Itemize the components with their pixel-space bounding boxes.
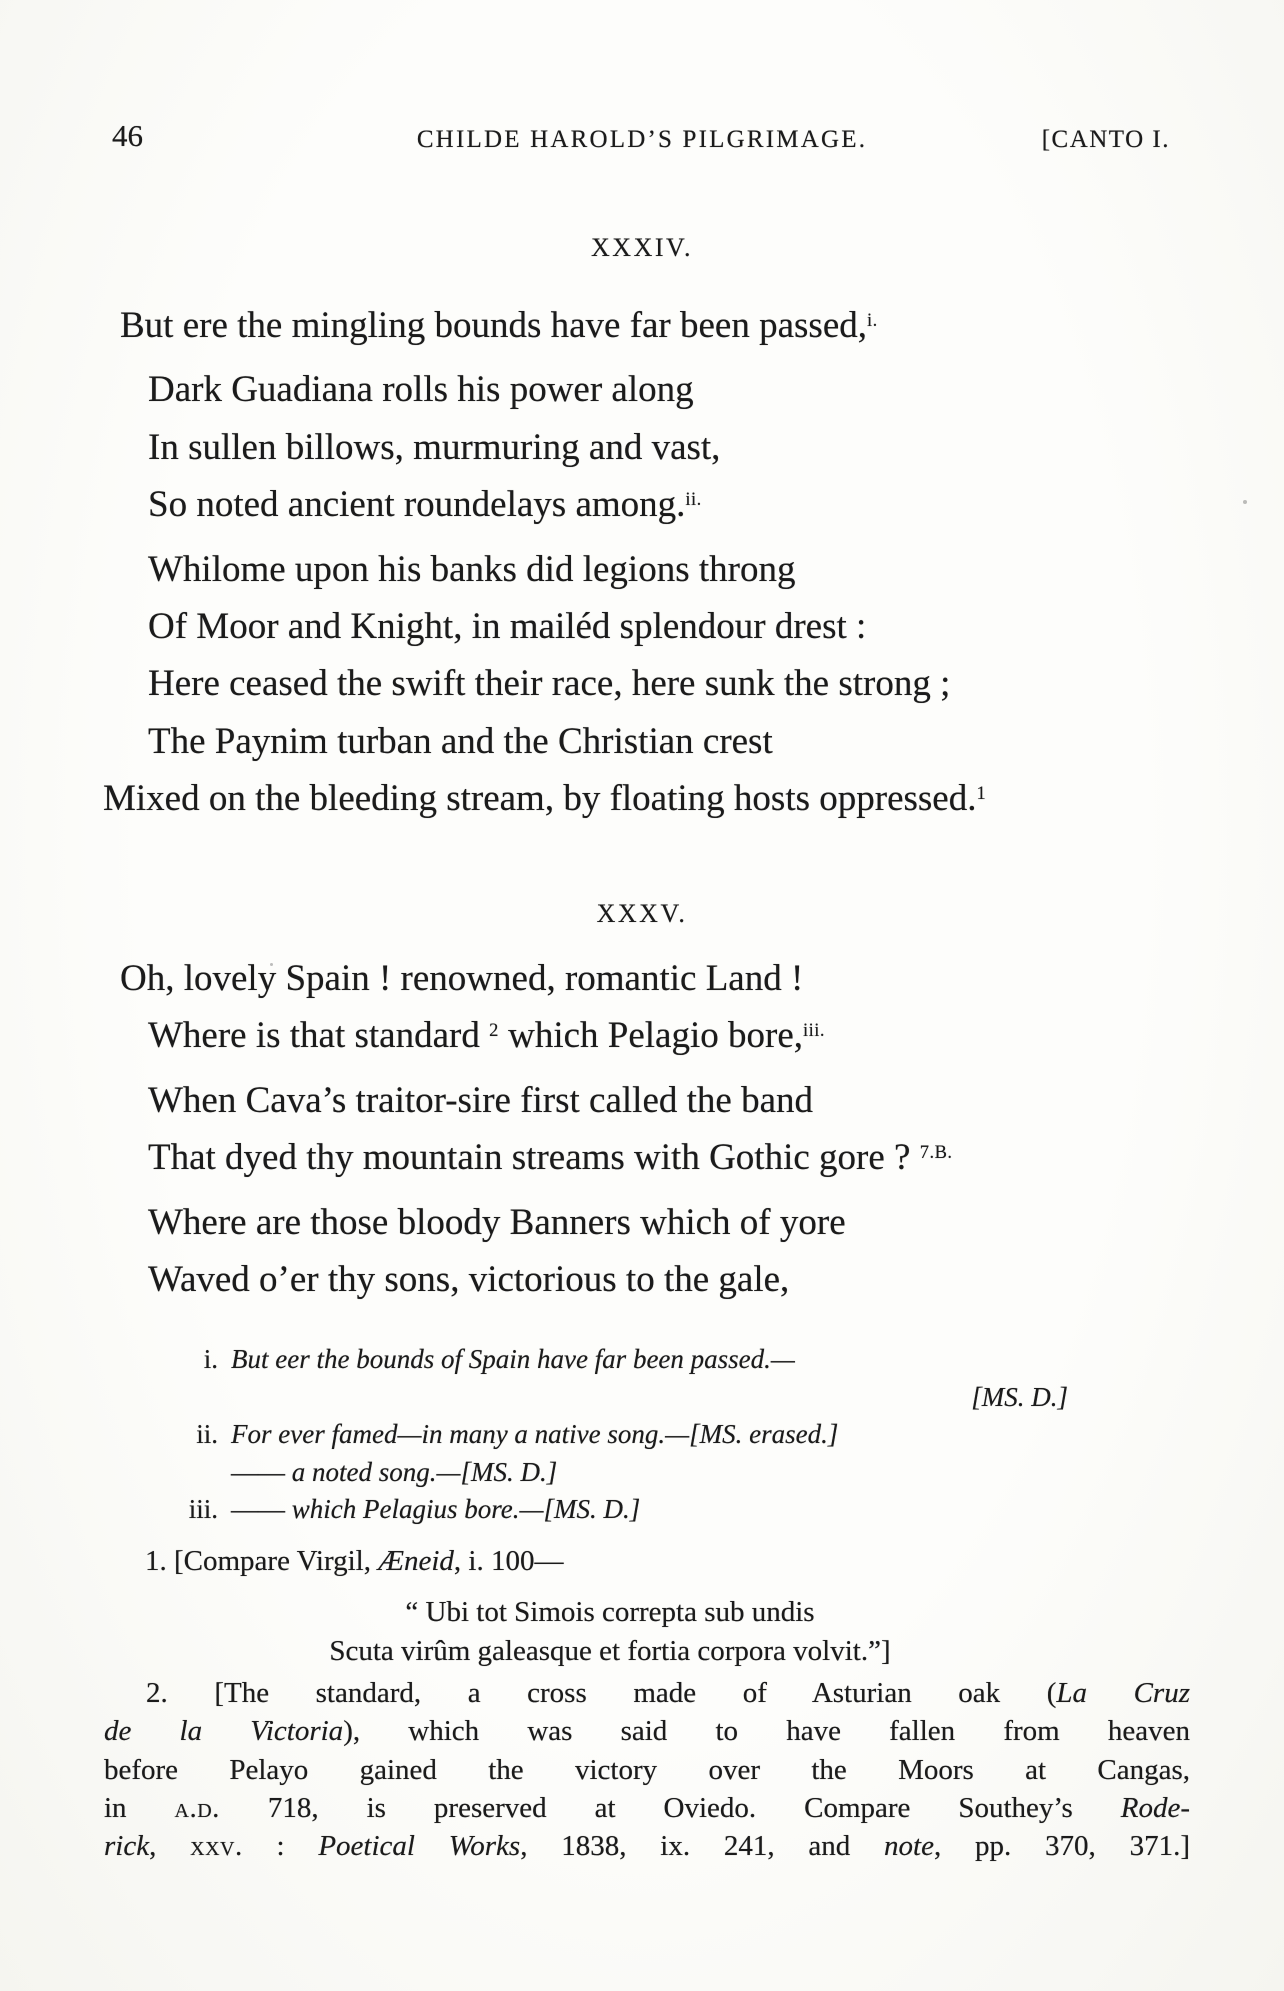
- latin-quote-line: “ Ubi tot Simois correpta sub undis: [405, 1596, 815, 1628]
- poem-line: [103, 419, 1193, 476]
- text-segment: Where is that standard: [148, 1015, 490, 1057]
- text-segment: Rode-: [1120, 1791, 1190, 1824]
- note-reference-mark: iii.: [803, 1020, 826, 1041]
- running-title: CHILDE HAROLD’S PILGRIMAGE.: [416, 126, 868, 153]
- variant-note-line: [168, 1416, 1068, 1454]
- poem-line: [103, 476, 1193, 540]
- text-segment: :: [242, 1830, 319, 1863]
- poem-line: [103, 655, 1193, 712]
- text-segment: [MS. D.]: [971, 1381, 1068, 1412]
- poem-line: [103, 541, 1193, 598]
- poem-line: [103, 598, 1193, 655]
- poem-line: [103, 770, 1193, 834]
- text-segment: Whilome upon his banks did legions throng: [148, 548, 796, 590]
- poem-line: [103, 1251, 1193, 1308]
- text-segment: ——: [231, 1494, 292, 1525]
- variant-note-line: [168, 1454, 1068, 1492]
- footnote-line: [104, 1789, 1190, 1827]
- text-segment: 718, is preserved at Oviedo. Compare Southey’s: [219, 1791, 1121, 1824]
- note-reference-mark: i.: [867, 310, 878, 331]
- text-segment: 2. [The standard, a cross made of Asturian oak (: [146, 1677, 1057, 1709]
- poem-line: [103, 297, 1193, 361]
- note-reference-mark: 1: [976, 783, 987, 804]
- text-segment: a.d.: [174, 1791, 220, 1824]
- text-segment: Æneid: [378, 1545, 454, 1577]
- poem-line: [103, 950, 1193, 1007]
- text-segment: ), which was said to have fallen from heaven: [343, 1715, 1190, 1748]
- note-reference-mark: 2: [489, 1020, 499, 1041]
- variant-note-line: [168, 1491, 1068, 1529]
- stanza-number-xxxv: XXXV.: [596, 899, 688, 928]
- latin-quote-line: Scuta virûm galeasque et fortia corpora volvit.”]: [329, 1634, 891, 1667]
- text-segment: That dyed thy mountain streams with Gothic gore ?: [148, 1137, 920, 1179]
- stanza-xxxiv-lines: [103, 297, 1193, 835]
- poem-line: [103, 713, 1193, 770]
- text-segment: rick: [104, 1830, 150, 1863]
- scan-speck: [270, 963, 273, 966]
- canto-label: [CANTO I.: [1041, 126, 1170, 153]
- variant-notes: [168, 1341, 1068, 1529]
- note-reference-mark: 7.B.: [919, 1142, 953, 1163]
- poem-line: [103, 1129, 1193, 1193]
- text-segment: Dark Guadiana rolls his power along: [148, 369, 694, 411]
- scan-speck: [1243, 500, 1247, 504]
- footnote-line: [104, 1674, 1190, 1712]
- variant-note-line: [168, 1379, 1068, 1417]
- variant-label: iii.: [188, 1494, 218, 1525]
- footnote-1-intro: [145, 1545, 563, 1578]
- text-segment: xxv.: [190, 1830, 243, 1863]
- text-segment: , 1838, ix. 241, and: [520, 1830, 885, 1863]
- text-segment: Of Moor and Knight, in mailéd splendour drest :: [148, 606, 867, 648]
- text-segment: before Pelayo gained the victory over the Moors at Cangas,: [104, 1753, 1190, 1786]
- poem-line: [103, 361, 1193, 418]
- text-segment: , pp. 370, 371.]: [933, 1830, 1190, 1863]
- text-segment: de la Victoria: [104, 1715, 344, 1748]
- poem-line: [103, 1072, 1193, 1129]
- variant-note-line: [168, 1341, 1068, 1379]
- text-segment: ——: [231, 1456, 292, 1487]
- stanza-number-xxxiv: XXXIV.: [591, 233, 693, 262]
- text-segment: , i. 100—: [453, 1545, 564, 1577]
- note-reference-mark: ii.: [685, 489, 702, 510]
- footnote-line: [104, 1751, 1190, 1789]
- text-segment: in: [104, 1791, 175, 1824]
- text-segment: But eer the bounds of Spain have far been passed.—: [231, 1344, 795, 1374]
- text-segment: Poetical Works: [318, 1830, 521, 1863]
- text-segment: When Cava’s traitor-sire first called the band: [148, 1079, 814, 1121]
- text-segment: a noted song.—[MS. D.]: [291, 1456, 558, 1487]
- text-segment: Where are those bloody Banners which of yore: [148, 1201, 846, 1243]
- text-segment: ,: [149, 1830, 191, 1863]
- text-segment: The Paynim turban and the Christian crest: [148, 720, 773, 762]
- poem-line: [103, 1194, 1193, 1251]
- text-segment: Mixed on the bleeding stream, by floating hosts oppressed.: [103, 778, 977, 820]
- footnote-2: [104, 1674, 1190, 1865]
- footnote-line: [104, 1712, 1190, 1750]
- text-segment: note: [884, 1830, 934, 1863]
- page-number: 46: [112, 118, 143, 153]
- footnote-line: [104, 1827, 1190, 1865]
- text-segment: Here ceased the swift their race, here sunk the strong ;: [148, 663, 951, 705]
- text-segment: In sullen billows, murmuring and vast,: [148, 426, 721, 468]
- variant-label: ii.: [196, 1419, 218, 1450]
- stanza-xxxv-lines: [103, 950, 1193, 1308]
- variant-label: i.: [203, 1344, 218, 1374]
- text-segment: For ever famed—in many a native song.—[MS. erased.]: [231, 1419, 839, 1450]
- text-segment: La Cruz: [1056, 1677, 1191, 1709]
- text-segment: But ere the mingling bounds have far been passed,: [120, 305, 867, 346]
- text-segment: which Pelagius bore.—[MS. D.]: [291, 1494, 641, 1525]
- text-segment: So noted ancient roundelays among.: [148, 484, 686, 526]
- text-segment: which Pelagio bore,: [498, 1015, 803, 1057]
- poem-line: [103, 1007, 1193, 1071]
- text-segment: 1. [Compare Virgil,: [145, 1545, 379, 1577]
- text-segment: Oh, lovely Spain ! renowned, romantic Land !: [120, 958, 804, 999]
- text-segment: Waved o’er thy sons, victorious to the gale,: [148, 1259, 790, 1301]
- footnote-1-latin-quote: [105, 1593, 1115, 1670]
